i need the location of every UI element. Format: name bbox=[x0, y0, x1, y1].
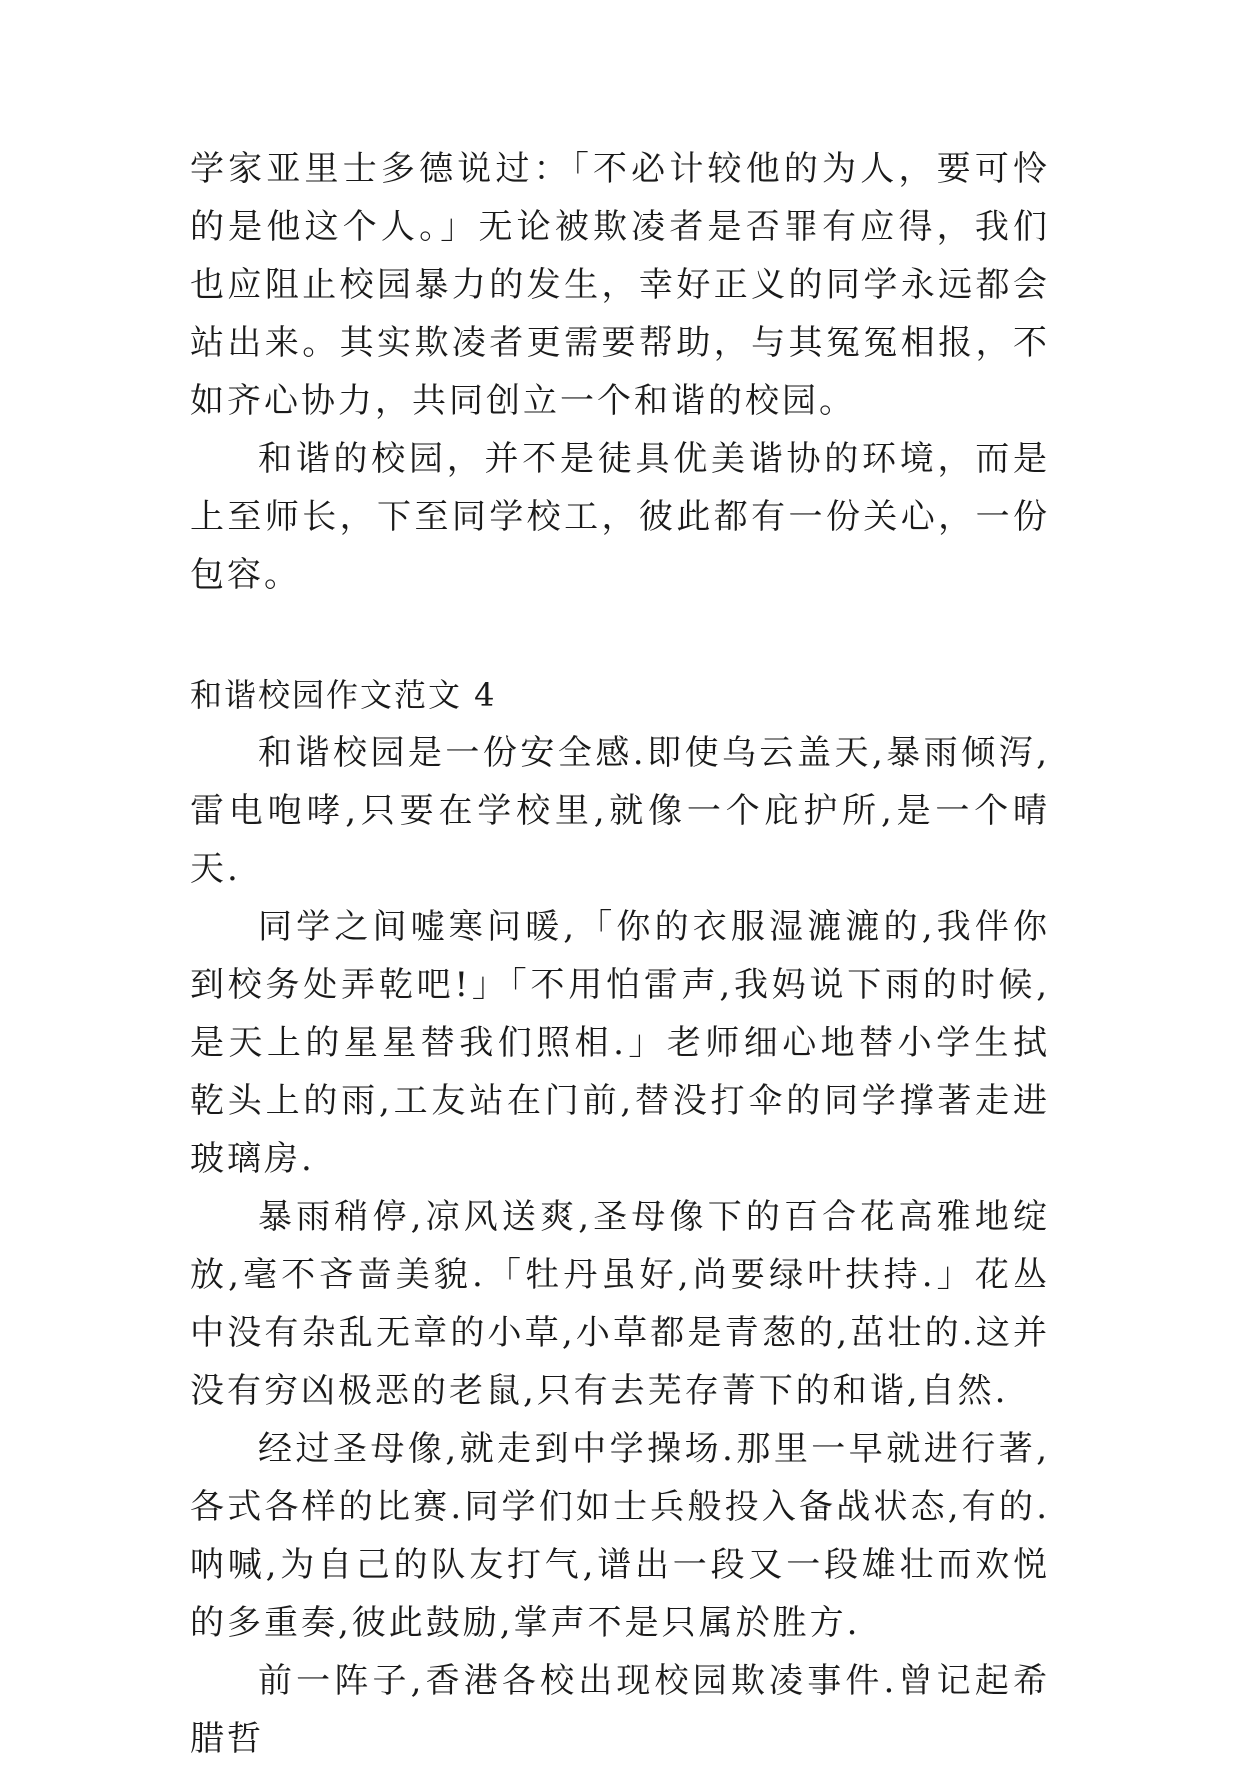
paragraph: 前一阵子,香港各校出现校园欺凌事件.曾记起希腊哲 bbox=[190, 1661, 1050, 1759]
paragraph: 同学之间嘘寒问暖,「你的衣服湿漉漉的,我伴你到校务处弄乾吧!」「不用怕雷声,我妈说下雨的时候,是天上的星星替我们照相.」老师细心地替小学生拭乾头上的雨,工友站在门前,替没打伞的同学撑著走进玻璃房. bbox=[190, 907, 1050, 1179]
paragraph: 暴雨稍停,凉风送爽,圣母像下的百合花高雅地绽放,毫不吝啬美貌.「牡丹虽好,尚要绿叶扶持.」花丛中没有杂乱无章的小草,小草都是青葱的,茁壮的.这并没有穷凶极恶的老鼠,只有去芜存菁下的和谐,自然. bbox=[190, 1197, 1050, 1411]
document-body bbox=[190, 140, 1050, 1768]
section-title: 和谐校园作文范文 4 bbox=[190, 676, 497, 714]
paragraph: 和谐校园是一份安全感.即使乌云盖天,暴雨倾泻,雷电咆哮,只要在学校里,就像一个庇护所,是一个晴天. bbox=[190, 733, 1050, 889]
paragraph: 经过圣母像,就走到中学操场.那里一早就进行著,各式各样的比赛.同学们如士兵般投入备战状态,有的.呐喊,为自己的队友打气,谱出一段又一段雄壮而欢悦的多重奏,彼此鼓励,掌声不是只属於胜方. bbox=[190, 1429, 1050, 1643]
paragraph: 学家亚里士多德说过：「不必计较他的为人，要可怜的是他这个人。」无论被欺凌者是否罪有应得，我们也应阻止校园暴力的发生，幸好正义的同学永远都会站出来。其实欺凌者更需要帮助，与其冤冤相报，不如齐心协力，共同创立一个和谐的校园。 bbox=[190, 149, 1050, 421]
paragraph: 和谐的校园，并不是徒具优美谐协的环境，而是上至师长，下至同学校工，彼此都有一份关心，一份包容。 bbox=[190, 439, 1050, 595]
